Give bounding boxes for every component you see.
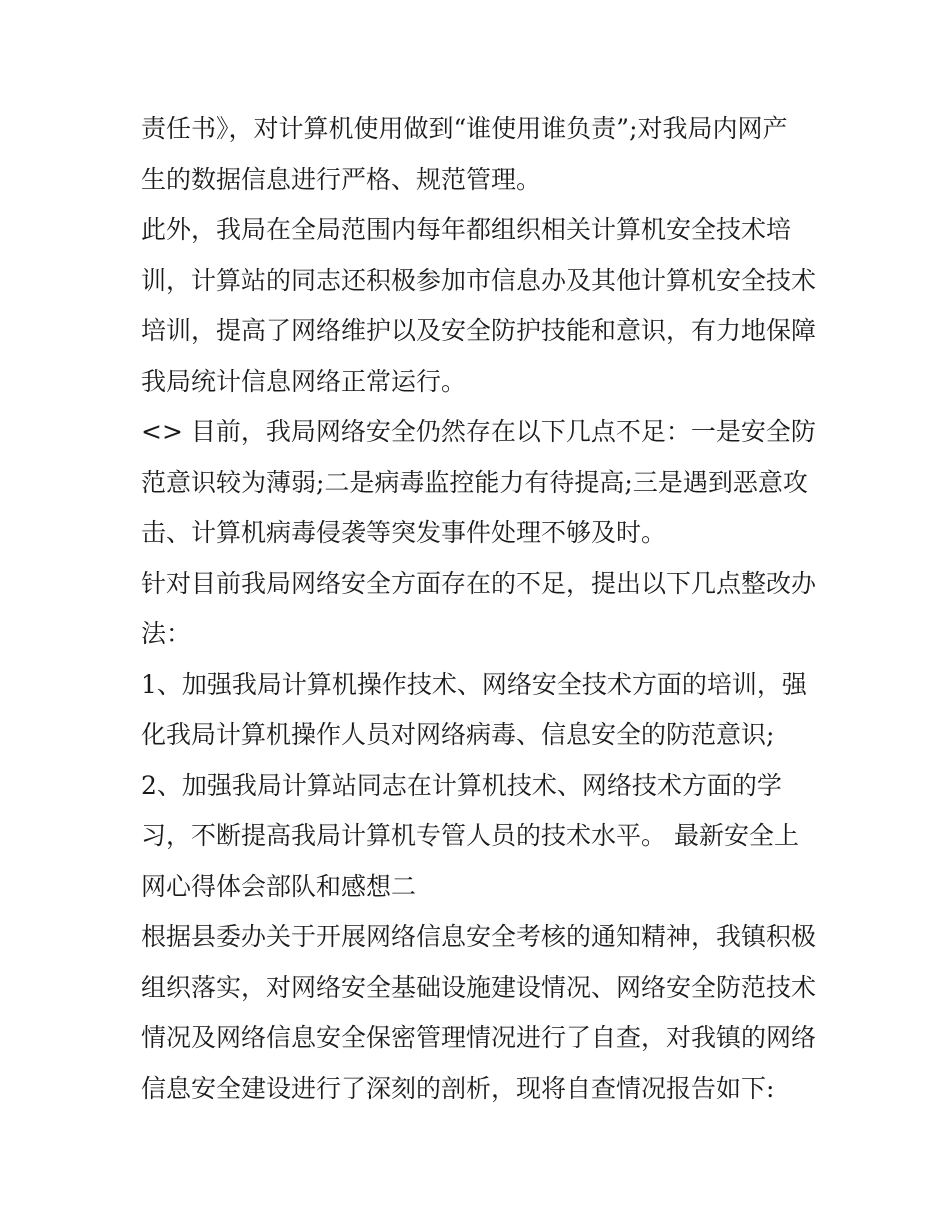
- text-line: 范意识较为薄弱;二是病毒监控能力有待提高;三是遇到恶意攻: [141, 467, 808, 497]
- text-line: 根据县委办关于开展网络信息安全考核的通知精神，我镇积极: [141, 922, 817, 951]
- text-line: 情况及网络信息安全保密管理情况进行了自查，对我镇的网络: [141, 1023, 817, 1052]
- text-line: 针对目前我局网络安全方面存在的不足，提出以下几点整改办: [141, 568, 817, 598]
- text-line: 培训，提高了网络维护以及安全防护技能和意识，有力地保障: [141, 316, 817, 345]
- text-line: 我局统计信息网络正常运行。: [141, 366, 467, 396]
- text-line: 1、加强我局计算机操作技术、网络安全技术方面的培训，强: [141, 669, 807, 699]
- text-line: 此外，我局在全局范围内每年都组织相关计算机安全技术培: [141, 215, 792, 244]
- text-line: 化我局计算机操作人员对网络病毒、信息安全的防范意识;: [141, 720, 775, 749]
- text-line: 组织落实，对网络安全基础设施建设情况、网络安全防范技术: [141, 972, 817, 1002]
- body-text: [141, 104, 821, 1114]
- text-line: 责任书》，对计算机使用做到“谁使用谁负责”;对我局内网产: [141, 114, 788, 143]
- text-line: 法：: [141, 619, 192, 648]
- text-line: 网心得体会部队和感想二: [141, 871, 417, 901]
- text-line: 习，不断提高我局计算机专管人员的技术水平。 最新安全上: [141, 821, 799, 850]
- text-line: 信息安全建设进行了深刻的剖析，现将自查情况报告如下:: [141, 1073, 775, 1103]
- text-line: 生的数据信息进行严格、规范管理。: [141, 164, 542, 194]
- text-line: 击、计算机病毒侵袭等突发事件处理不够及时。: [141, 518, 667, 547]
- text-line: <> 目前，我局网络安全仍然存在以下几点不足：一是安全防: [141, 417, 816, 446]
- text-line: 训，计算站的同志还积极参加市信息办及其他计算机安全技术: [141, 265, 817, 295]
- text-line: 2、加强我局计算站同志在计算机技术、网络技术方面的学: [141, 770, 782, 800]
